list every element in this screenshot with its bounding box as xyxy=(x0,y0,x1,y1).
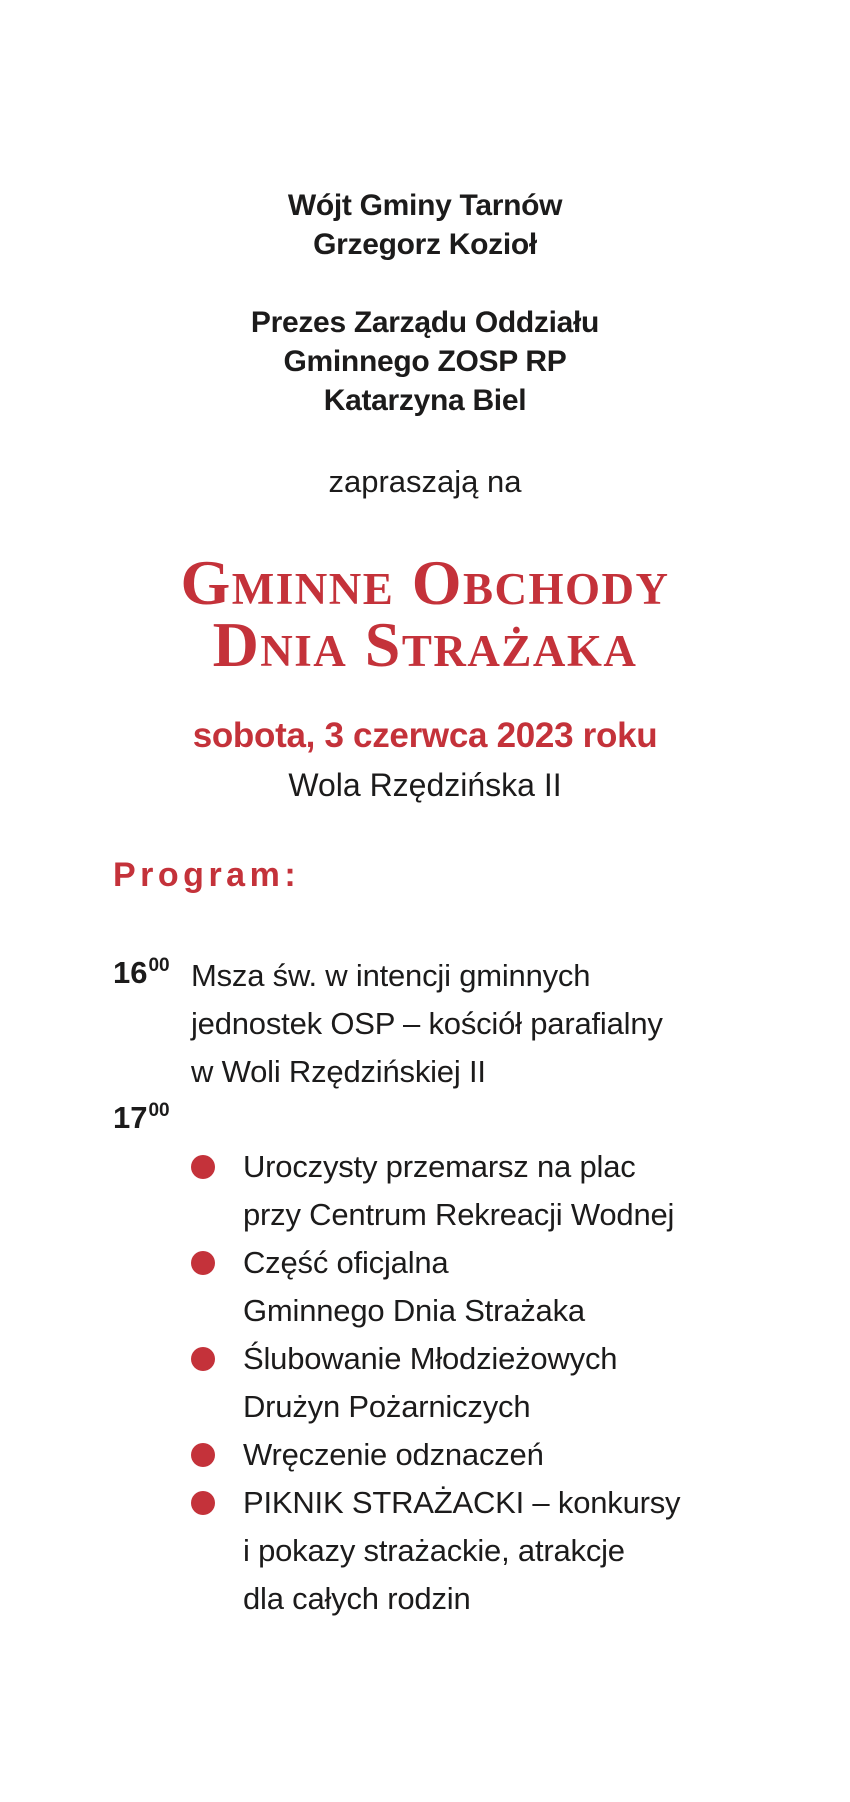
host-title: Prezes Zarządu Oddziału xyxy=(250,306,600,339)
list-item xyxy=(191,1335,811,1431)
list-item-line: Uroczysty przemarsz na plac xyxy=(243,1149,636,1184)
invite-text: zapraszają na xyxy=(328,464,522,499)
schedule-hour: 17 xyxy=(113,1100,148,1135)
bullet-dot-icon xyxy=(191,1443,215,1467)
event-title-line: Dnia Strażaka xyxy=(212,609,638,680)
host-organization: Gminnego ZOSP RP xyxy=(283,345,567,378)
host-name: Grzegorz Kozioł xyxy=(313,228,537,261)
list-item-line: Ślubowanie Młodzieżowych xyxy=(243,1341,618,1376)
list-item xyxy=(191,1239,811,1335)
schedule-event-mass xyxy=(191,952,663,1096)
schedule-minutes: 00 xyxy=(148,1100,170,1121)
schedule-hour: 16 xyxy=(113,955,148,990)
host-block-mayor xyxy=(0,186,850,264)
list-item-line: Drużyn Pożarniczych xyxy=(243,1389,531,1424)
bullet-dot-icon xyxy=(191,1251,215,1275)
list-item-line: Część oficjalna xyxy=(243,1245,449,1280)
host-title: Wójt Gminy Tarnów xyxy=(287,189,563,222)
schedule-time xyxy=(113,1098,170,1143)
event-title-line: Gminne Obchody xyxy=(180,547,670,618)
event-place: Wola Rzędzińska II xyxy=(288,767,562,803)
schedule-event-line: jednostek OSP – kościół parafialny xyxy=(191,1006,663,1041)
event-date: sobota, 3 czerwca 2023 roku xyxy=(192,716,658,755)
bullet-dot-icon xyxy=(191,1491,215,1515)
list-item-line: Gminnego Dnia Strażaka xyxy=(243,1293,585,1328)
schedule-items-list xyxy=(191,1143,811,1623)
list-item xyxy=(191,1143,811,1239)
schedule-event-line: w Woli Rzędzińskiej II xyxy=(191,1054,486,1089)
event-title xyxy=(0,547,850,680)
schedule-minutes: 00 xyxy=(148,955,170,976)
host-block-zosp xyxy=(0,303,850,420)
list-item-line: przy Centrum Rekreacji Wodnej xyxy=(243,1197,675,1232)
bullet-dot-icon xyxy=(191,1347,215,1371)
bullet-dot-icon xyxy=(191,1155,215,1179)
list-item-line: i pokazy strażackie, atrakcje xyxy=(243,1533,625,1568)
list-item-line: dla całych rodzin xyxy=(243,1581,471,1616)
list-item-line: Wręczenie odznaczeń xyxy=(243,1437,544,1472)
schedule-event-line: Msza św. w intencji gminnych xyxy=(191,958,591,993)
list-item xyxy=(191,1431,811,1479)
host-name: Katarzyna Biel xyxy=(323,384,527,417)
list-item-line: PIKNIK STRAŻACKI – konkursy xyxy=(243,1485,681,1520)
program-heading: Program: xyxy=(113,856,301,894)
list-item xyxy=(191,1479,811,1623)
schedule-time xyxy=(113,953,170,998)
